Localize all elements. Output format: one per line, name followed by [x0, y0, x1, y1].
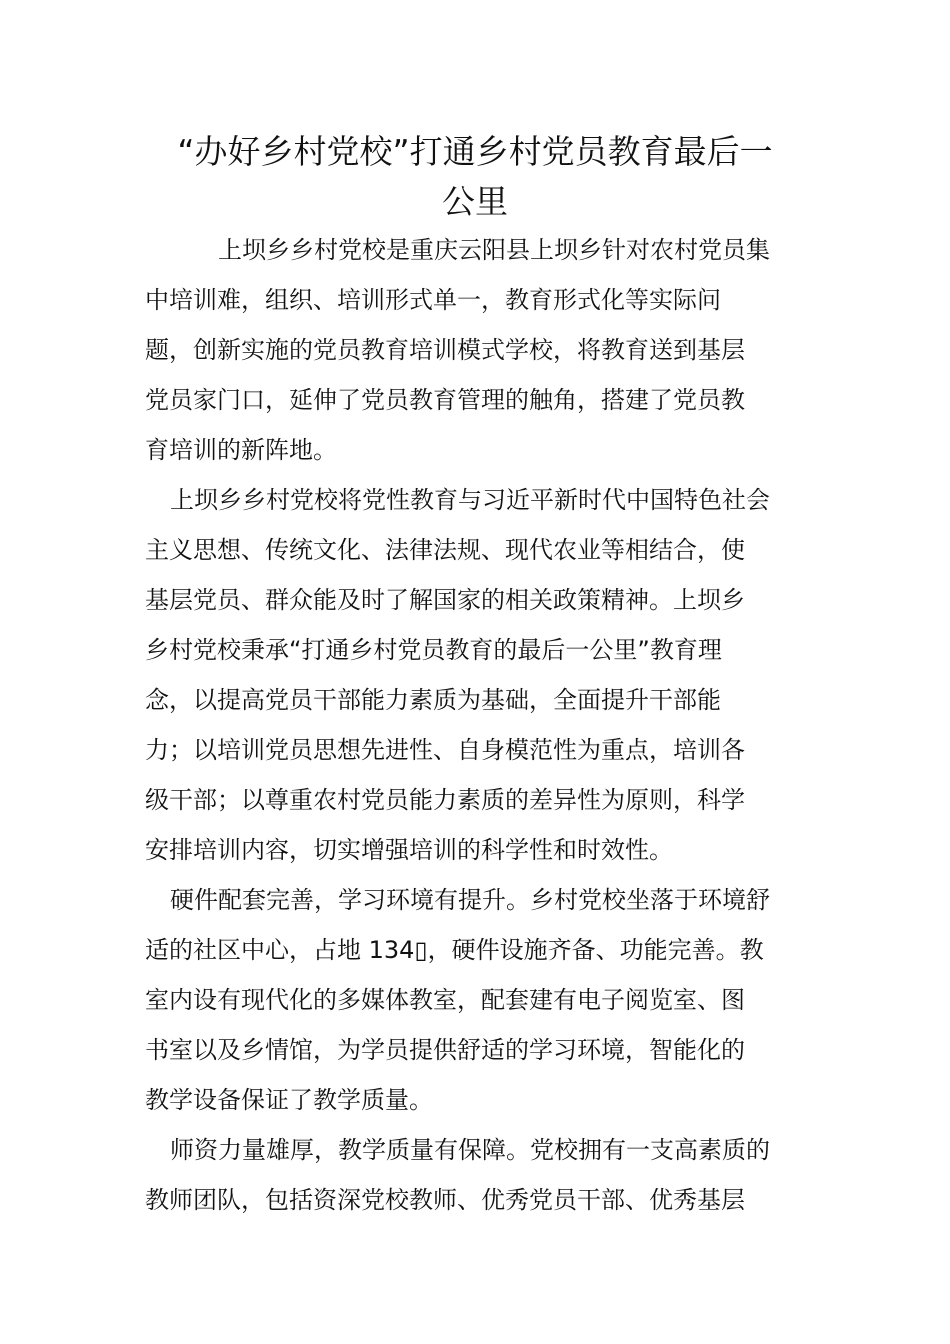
paragraph-3-line-4: 书室以及乡情馆，为学员提供舒适的学习环境，智能化的 [145, 1036, 745, 1064]
paragraph-1-line-1: 上坝乡乡村党校是重庆云阳县上坝乡针对农村党员集 [218, 236, 770, 264]
paragraph-3-line-2: 适的社区中心，占地 134▯，硬件设施齐备、功能完善。教 [145, 936, 764, 964]
paragraph-2-line-2: 主义思想、传统文化、法律法规、现代农业等相结合，使 [145, 536, 745, 564]
paragraph-2-line-1: 上坝乡乡村党校将党性教育与习近平新时代中国特色社会 [170, 486, 770, 514]
paragraph-3-line-3: 室内设有现代化的多媒体教室，配套建有电子阅览室、图 [145, 986, 745, 1014]
paragraph-2-line-7: 级干部；以尊重农村党员能力素质的差异性为原则，科学 [145, 786, 745, 814]
document-title-line-2: 公里 [442, 182, 508, 221]
paragraph-2-line-4: 乡村党校秉承“打通乡村党员教育的最后一公里”教育理 [145, 636, 722, 664]
paragraph-2-line-3: 基层党员、群众能及时了解国家的相关政策精神。上坝乡 [145, 586, 745, 614]
paragraph-2-line-5: 念，以提高党员干部能力素质为基础，全面提升干部能 [145, 686, 721, 714]
paragraph-1-line-4: 党员家门口，延伸了党员教育管理的触角，搭建了党员教 [145, 386, 745, 414]
paragraph-3-line-1: 硬件配套完善，学习环境有提升。乡村党校坐落于环境舒 [170, 886, 770, 914]
document-title-line-1: “办好乡村党校”打通乡村党员教育最后一 [177, 132, 773, 171]
paragraph-4-line-2: 教师团队，包括资深党校教师、优秀党员干部、优秀基层 [145, 1186, 745, 1214]
paragraph-1-line-2: 中培训难，组织、培训形式单一，教育形式化等实际问 [145, 286, 721, 314]
paragraph-3-line-5: 教学设备保证了教学质量。 [145, 1086, 433, 1114]
paragraph-2-line-8: 安排培训内容，切实增强培训的科学性和时效性。 [145, 836, 673, 864]
paragraph-2-line-6: 力；以培训党员思想先进性、自身模范性为重点，培训各 [145, 736, 745, 764]
paragraph-4-line-1: 师资力量雄厚，教学质量有保障。党校拥有一支高素质的 [170, 1136, 770, 1164]
paragraph-1-line-5: 育培训的新阵地。 [145, 436, 337, 464]
paragraph-1-line-3: 题，创新实施的党员教育培训模式学校，将教育送到基层 [145, 336, 745, 364]
